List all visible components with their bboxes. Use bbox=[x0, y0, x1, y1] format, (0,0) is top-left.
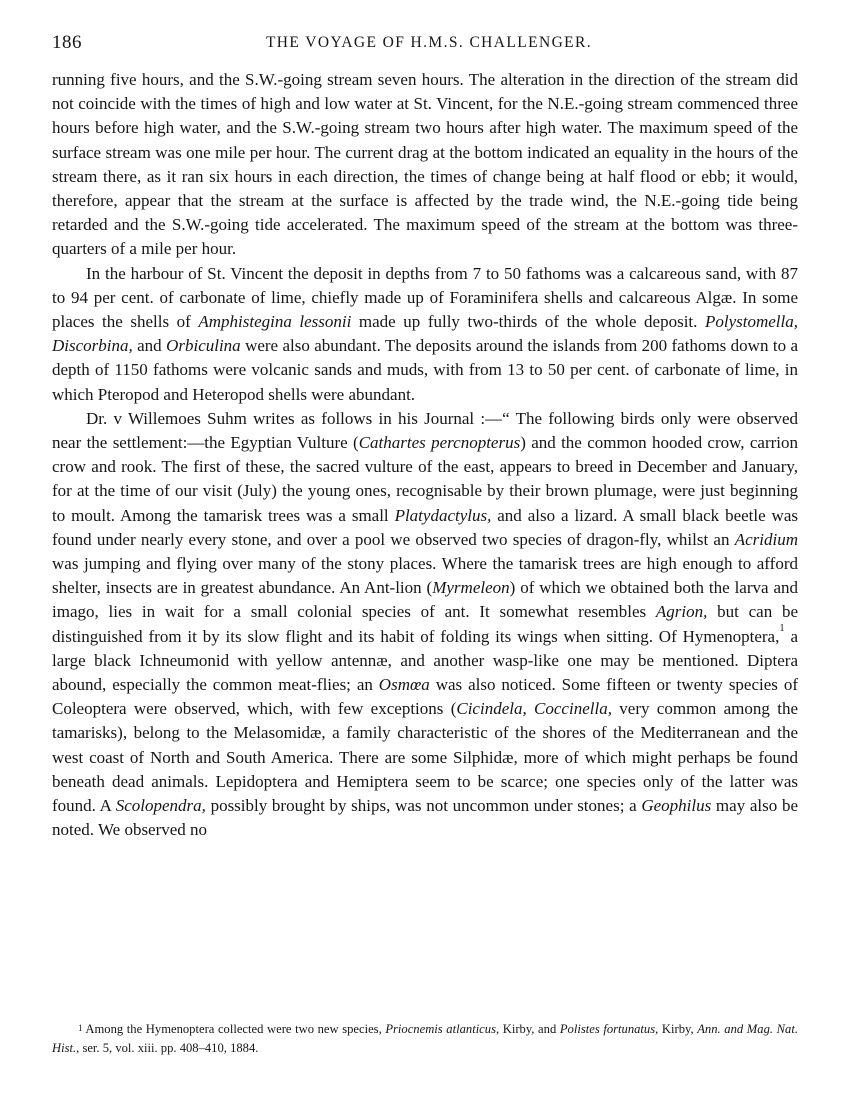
footnote-text: $^1$ Among the Hymenoptera collected were two new species, Priocnemis atlanticus, Kirby, and Polistes fortunatus, Kirby, Ann. and Mag. Nat. Hist., ser. 5, vol. xiii. pp. 408–410, 1884. bbox=[52, 1022, 798, 1055]
footnote-mark: 1 bbox=[78, 1023, 83, 1033]
paragraph-1: running five hours, and the S.W.-going stream seven hours. The alteration in the direction of the stream did not coincide with the times of high and low water at St. Vincent, for the N.E.-going stream commenced three hours before high water, and the S.W.-going stream two hours after high water. The maximum speed of the surface stream was one mile per hour. The current drag at the bottom indicated an equality in the hours of the stream there, as it ran six hours in each direction, the times of change being at half flood or ebb; it would, therefore, appear that the stream at the surface is affected by the trade wind, the N.E.-going tide being retarded and the S.W.-going tide accelerated. The maximum speed of the stream at the bottom was three-quarters of a mile per hour. bbox=[52, 70, 798, 259]
species-name: Geophilus bbox=[641, 796, 712, 816]
species-name: Myrmeleon bbox=[432, 578, 510, 598]
body-text bbox=[52, 68, 798, 843]
footnote-reference[interactable]: 1 bbox=[779, 622, 785, 634]
running-title: THE VOYAGE OF H.M.S. CHALLENGER. bbox=[265, 34, 593, 51]
paragraph-2: In the harbour of St. Vincent the deposit in depths from 7 to 50 fathoms was a calcareous sand, with 87 to 94 per cent. of carbonate of lime, chiefly made up of Foraminifera shells and calcareous Algæ. In some places the shells of Amphistegina lessonii made up fully two-thirds of the whole deposit. Polystomella, Discorbina, and Orbiculina were also abundant. The deposits around the islands from 200 fathoms down to a depth of 1150 fathoms were volcanic sands and muds, with from 13 to 50 per cent. of carbonate of lime, in which Pteropod and Heteropod shells were abundant. bbox=[52, 263, 798, 404]
species-name: Cathartes percnopterus bbox=[358, 433, 521, 453]
species-name: Amphistegina lessonii bbox=[198, 312, 352, 332]
page-number: 186 bbox=[52, 32, 82, 53]
species-name: Scolopendra, bbox=[115, 796, 206, 816]
species-name: Acridium bbox=[734, 529, 798, 549]
species-name: Agrion, bbox=[655, 602, 708, 622]
species-name: Platydactylus, bbox=[394, 505, 492, 525]
species-name: Orbiculina bbox=[166, 336, 241, 356]
species-name: Cicindela, Coccinella, bbox=[456, 699, 612, 719]
page-header bbox=[52, 32, 806, 58]
footnote bbox=[52, 1020, 798, 1058]
paragraph-3: Dr. v Willemoes Suhm writes as follows in his Journal :—“ The following birds only were observed near the settlement:—the Egyptian Vulture (Cathartes percnopterus) and the common hooded crow, carrion crow and rook. The first of these, the sacred vulture of the east, appears to breed in December and January, for at the time of our visit (July) the young ones, recognisable by their brown plumage, were just beginning to moult. Among the tamarisk trees was a small Platydactylus, and also a lizard. A small black beetle was found under nearly every stone, and over a pool we observed two species of dragon-fly, whilst an Acridium was jumping and flying over many of the stony places. Where the tamarisk trees are high enough to afford shelter, insects are in greatest abundance. An Ant-lion (Myrmeleon) of which we obtained both the larva and imago, lies in wait for a small colonial species of ant. It somewhat resembles Agrion, but can be distinguished from it by its slow flight and its habit of folding its wings when sitting. Of Hymenoptera,$^1$ a large black Ichneumonid with yellow antennæ, and another wasp-like one may be mentioned. Diptera abound, especially the common meat-flies; an Osmœa was also noticed. Some fifteen or twenty species of Coleoptera were observed, which, with few exceptions (Cicindela, Coccinella, very common among the tamarisks), belong to the Melasomidæ, a family characteristic of the shores of the Mediterranean and the west coast of North and South America. There are some Silphidæ, more of which might perhaps be found beneath dead animals. Lepidoptera and Hemiptera seem to be scarce; one species only of the latter was found. A Scolopendra, possibly brought by ships, was not uncommon under stones; a Geophilus may also be noted. We observed no bbox=[52, 408, 799, 840]
species-name: Polystomella, Discorbina, bbox=[52, 312, 798, 356]
species-name: Osmœa bbox=[378, 675, 430, 695]
